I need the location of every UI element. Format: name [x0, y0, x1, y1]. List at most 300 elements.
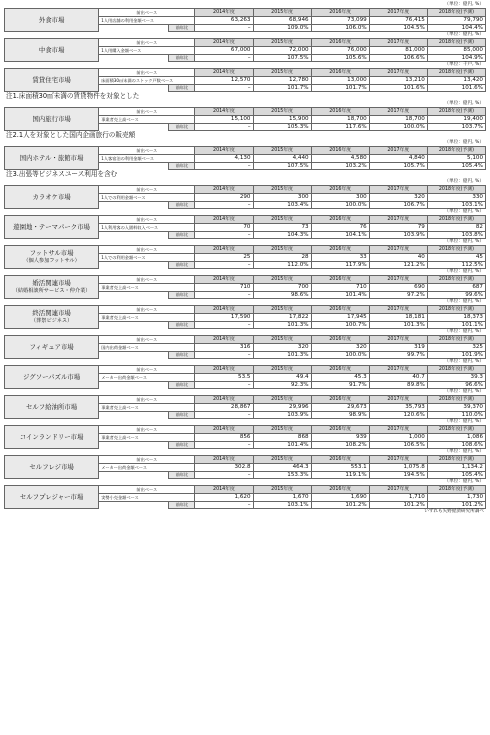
value-cell: 17,590	[195, 314, 253, 322]
basis-header: 前出ベース	[99, 246, 195, 254]
ratio-cell: 101.1%	[427, 322, 485, 329]
year-header: 2015年度	[253, 336, 311, 344]
value-cell: 4,840	[369, 155, 427, 163]
value-cell: 1,075.8	[369, 464, 427, 472]
year-header: 2014年度	[195, 69, 253, 77]
market-name	[5, 216, 99, 239]
market-name-text: フィギュア市場	[29, 343, 74, 351]
unit-label: （単位：億円, %）	[444, 419, 484, 424]
basis-header: 前出ベース	[99, 186, 195, 194]
value-cell: 856	[195, 434, 253, 442]
ratio-cell: 99.6%	[427, 292, 485, 299]
header-row	[5, 366, 486, 374]
market-name	[5, 246, 99, 269]
market-subname: （個人参加フットサル）	[23, 258, 80, 264]
ratio-label: 前年比	[169, 382, 195, 389]
year-header: 2017年度	[369, 456, 427, 464]
value-cell: 710	[311, 284, 369, 292]
header-row	[5, 396, 486, 404]
year-header: 2016年度	[311, 39, 369, 47]
year-header: 2017年度	[369, 216, 427, 224]
header-row	[5, 276, 486, 284]
market-table	[4, 335, 486, 359]
value-cell: 39.3	[427, 374, 485, 382]
market-table	[4, 38, 486, 62]
value-cell: 4,580	[311, 155, 369, 163]
basis-header: 前出ベース	[99, 276, 195, 284]
ratio-cell: 109.0%	[253, 25, 311, 32]
unit-label: （単位：億円, %）	[444, 449, 484, 454]
year-header: 2015年度	[253, 69, 311, 77]
unit-label: （単位：億円, %）	[444, 299, 484, 304]
value-cell: 320	[253, 344, 311, 352]
blank-cell	[99, 262, 169, 269]
header-row	[5, 147, 486, 155]
value-cell: 300	[311, 194, 369, 202]
ratio-label: 前年比	[169, 502, 195, 509]
unit-label: （単位：億円, %）	[444, 209, 484, 214]
header-row	[5, 486, 486, 494]
ratio-cell: –	[195, 202, 253, 209]
market-block	[4, 419, 486, 449]
value-cell: 18,373	[427, 314, 485, 322]
year-header: 2014年度	[195, 147, 253, 155]
value-cell: 687	[427, 284, 485, 292]
unit-label: （単位：億円, %）	[444, 329, 484, 334]
ratio-cell: –	[195, 25, 253, 32]
value-cell: 700	[253, 284, 311, 292]
market-name	[5, 108, 99, 131]
market-name	[5, 426, 99, 449]
ratio-cell: 101.3%	[253, 322, 311, 329]
year-header: 2018年度(予測)	[427, 396, 485, 404]
year-header: 2017年度	[369, 147, 427, 155]
ratio-cell: 105.4%	[427, 472, 485, 479]
value-cell: 28,867	[195, 404, 253, 412]
ratio-cell: 103.9%	[253, 412, 311, 419]
value-cell: 939	[311, 434, 369, 442]
blank-cell	[99, 472, 169, 479]
basis-label: 実勢小売金額ベース	[99, 494, 195, 502]
value-cell: 13,420	[427, 77, 485, 85]
basis-header: 前出ベース	[99, 216, 195, 224]
year-header: 2014年度	[195, 366, 253, 374]
year-header: 2017年度	[369, 276, 427, 284]
ratio-cell: 92.3%	[253, 382, 311, 389]
year-header: 2017年度	[369, 246, 427, 254]
market-block	[4, 32, 486, 62]
year-header: 2014年度	[195, 336, 253, 344]
value-cell: 18,700	[311, 116, 369, 124]
value-cell: 73	[253, 224, 311, 232]
year-header: 2017年度	[369, 108, 427, 116]
value-cell: 690	[369, 284, 427, 292]
ratio-cell: –	[195, 382, 253, 389]
year-header: 2015年度	[253, 396, 311, 404]
value-cell: 79	[369, 224, 427, 232]
market-name	[5, 276, 99, 299]
ratio-cell: 107.5%	[253, 55, 311, 62]
ratio-label: 前年比	[169, 352, 195, 359]
ratio-cell: 100.0%	[311, 202, 369, 209]
market-name-text: フットサル市場	[29, 249, 74, 257]
year-header: 2015年度	[253, 306, 311, 314]
ratio-cell: 101.3%	[369, 322, 427, 329]
year-header: 2016年度	[311, 108, 369, 116]
ratio-cell: 103.2%	[311, 163, 369, 170]
year-header: 2018年度(予測)	[427, 486, 485, 494]
market-table	[4, 485, 486, 509]
basis-label: メーカー出荷金額ベース	[99, 374, 195, 382]
ratio-cell: 97.2%	[369, 292, 427, 299]
market-name-text: 中食市場	[38, 46, 65, 54]
value-cell: 85,000	[427, 47, 485, 55]
market-block	[4, 2, 486, 32]
market-name-text: セルフレジ市場	[29, 463, 74, 471]
market-name	[5, 69, 99, 92]
market-table	[4, 8, 486, 32]
market-table	[4, 245, 486, 269]
basis-header: 前出ベース	[99, 69, 195, 77]
ratio-cell: 100.7%	[311, 322, 369, 329]
value-cell: 63,263	[195, 17, 253, 25]
value-cell: 79,790	[427, 17, 485, 25]
market-subname: （葬祭ビジネス）	[30, 318, 73, 324]
ratio-cell: 103.1%	[427, 202, 485, 209]
ratio-cell: 101.7%	[253, 85, 311, 92]
ratio-cell: –	[195, 412, 253, 419]
value-cell: 70	[195, 224, 253, 232]
value-cell: 45	[427, 254, 485, 262]
market-table	[4, 185, 486, 209]
ratio-label: 前年比	[169, 472, 195, 479]
market-table	[4, 455, 486, 479]
year-header: 2018年度(予測)	[427, 108, 485, 116]
market-block	[4, 269, 486, 299]
year-header: 2016年度	[311, 276, 369, 284]
value-cell: 1,134.2	[427, 464, 485, 472]
value-cell: 19,400	[427, 116, 485, 124]
ratio-cell: 98.9%	[311, 412, 369, 419]
value-cell: 25	[195, 254, 253, 262]
ratio-cell: 103.7%	[427, 124, 485, 131]
year-header: 2014年度	[195, 39, 253, 47]
market-name-text: ジグソーパズル市場	[23, 373, 81, 381]
year-header: 2017年度	[369, 9, 427, 17]
market-table	[4, 146, 486, 170]
market-name	[5, 366, 99, 389]
year-header: 2018年度(予測)	[427, 216, 485, 224]
market-block	[4, 140, 486, 170]
ratio-label: 前年比	[169, 124, 195, 131]
ratio-cell: 106.6%	[369, 55, 427, 62]
basis-header: 前出ベース	[99, 486, 195, 494]
value-cell: 1,086	[427, 434, 485, 442]
year-header: 2018年度(予測)	[427, 336, 485, 344]
unit-label: （単位：億円, %）	[444, 239, 484, 244]
ratio-cell: 104.4%	[427, 25, 485, 32]
year-header: 2016年度	[311, 366, 369, 374]
blank-cell	[99, 442, 169, 449]
year-header: 2018年度(予測)	[427, 456, 485, 464]
ratio-label: 前年比	[169, 262, 195, 269]
ratio-label: 前年比	[169, 412, 195, 419]
year-header: 2014年度	[195, 246, 253, 254]
value-cell: 45.3	[311, 374, 369, 382]
market-block	[4, 449, 486, 479]
year-header: 2016年度	[311, 396, 369, 404]
blank-cell	[99, 25, 169, 32]
market-name-text: コインランドリー市場	[19, 433, 84, 441]
ratio-cell: 101.2%	[427, 502, 485, 509]
market-block	[4, 239, 486, 269]
year-header: 2016年度	[311, 426, 369, 434]
market-table	[4, 68, 486, 92]
ratio-cell: 121.2%	[369, 262, 427, 269]
value-cell: 67,000	[195, 47, 253, 55]
value-cell: 330	[427, 194, 485, 202]
header-row	[5, 186, 486, 194]
market-block	[4, 389, 486, 419]
value-cell: 76	[311, 224, 369, 232]
ratio-cell: 99.7%	[369, 352, 427, 359]
basis-header: 前出ベース	[99, 9, 195, 17]
year-header: 2015年度	[253, 9, 311, 17]
value-cell: 5,100	[427, 155, 485, 163]
footnote: 注2.1人を対象とした国内企画旅行の販売額	[6, 131, 136, 139]
value-cell: 17,945	[311, 314, 369, 322]
ratio-label: 前年比	[169, 85, 195, 92]
basis-label: 1人客宿泊の利用金額ベース	[99, 155, 195, 163]
market-block	[4, 62, 486, 92]
value-cell: 1,670	[253, 494, 311, 502]
blank-cell	[99, 85, 169, 92]
ratio-cell: 103.8%	[427, 232, 485, 239]
value-cell: 15,900	[253, 116, 311, 124]
ratio-cell: 101.3%	[253, 352, 311, 359]
basis-header: 前出ベース	[99, 366, 195, 374]
blank-cell	[99, 202, 169, 209]
market-name	[5, 9, 99, 32]
value-cell: 29,673	[311, 404, 369, 412]
ratio-cell: –	[195, 472, 253, 479]
ratio-cell: 106.7%	[369, 202, 427, 209]
unit-label: （単位：億円, %）	[444, 359, 484, 364]
value-cell: 81,000	[369, 47, 427, 55]
year-header: 2014年度	[195, 306, 253, 314]
ratio-cell: 106.5%	[369, 442, 427, 449]
year-header: 2015年度	[253, 108, 311, 116]
value-cell: 553.1	[311, 464, 369, 472]
ratio-cell: 153.3%	[253, 472, 311, 479]
ratio-label: 前年比	[169, 25, 195, 32]
basis-header: 前出ベース	[99, 306, 195, 314]
value-cell: 35,793	[369, 404, 427, 412]
year-header: 2016年度	[311, 486, 369, 494]
market-subname: （結婚相談所サービス・仲介業）	[12, 288, 91, 294]
market-table	[4, 365, 486, 389]
year-header: 2016年度	[311, 216, 369, 224]
unit-label: （単位：億円, %）	[444, 32, 484, 37]
year-header: 2018年度(予測)	[427, 147, 485, 155]
value-cell: 4,440	[253, 155, 311, 163]
header-row	[5, 216, 486, 224]
ratio-label: 前年比	[169, 163, 195, 170]
unit-label: （単位：億円, %）	[444, 479, 484, 484]
basis-header: 前出ベース	[99, 39, 195, 47]
year-header: 2016年度	[311, 306, 369, 314]
value-cell: 76,415	[369, 17, 427, 25]
ratio-cell: –	[195, 322, 253, 329]
year-header: 2015年度	[253, 486, 311, 494]
ratio-cell: 105.3%	[253, 124, 311, 131]
year-header: 2018年度(予測)	[427, 276, 485, 284]
ratio-label: 前年比	[169, 322, 195, 329]
footnote: 注1.床面積30㎡未満の賃貸物件を対象とした	[6, 92, 140, 100]
market-name-text: 外食市場	[38, 16, 65, 24]
value-cell: 1,000	[369, 434, 427, 442]
blank-cell	[99, 163, 169, 170]
ratio-cell: 103.4%	[253, 202, 311, 209]
ratio-cell: 104.5%	[369, 25, 427, 32]
value-cell: 300	[253, 194, 311, 202]
ratio-cell: –	[195, 232, 253, 239]
ratio-cell: 120.6%	[369, 412, 427, 419]
year-header: 2015年度	[253, 216, 311, 224]
year-header: 2015年度	[253, 276, 311, 284]
ratio-cell: 117.9%	[311, 262, 369, 269]
header-row	[5, 426, 486, 434]
ratio-cell: –	[195, 352, 253, 359]
value-cell: 320	[311, 344, 369, 352]
year-header: 2016年度	[311, 246, 369, 254]
year-header: 2017年度	[369, 426, 427, 434]
year-header: 2015年度	[253, 147, 311, 155]
ratio-cell: 110.0%	[427, 412, 485, 419]
ratio-cell: 89.8%	[369, 382, 427, 389]
ratio-cell: 107.5%	[253, 163, 311, 170]
market-name	[5, 456, 99, 479]
value-cell: 40	[369, 254, 427, 262]
basis-header: 前出ベース	[99, 147, 195, 155]
unit-label: （単位：億円, %）	[444, 269, 484, 274]
year-header: 2017年度	[369, 186, 427, 194]
ratio-cell: –	[195, 124, 253, 131]
value-cell: 868	[253, 434, 311, 442]
ratio-cell: –	[195, 502, 253, 509]
ratio-cell: 104.1%	[311, 232, 369, 239]
value-cell: 710	[195, 284, 253, 292]
ratio-cell: 105.7%	[369, 163, 427, 170]
unit-label: （単位：億円, %）	[444, 101, 484, 106]
ratio-cell: 98.6%	[253, 292, 311, 299]
source-footer: いずれも矢野経済研究所調べ	[424, 509, 484, 514]
blank-cell	[99, 55, 169, 62]
basis-label: 1人用購入金額ベース	[99, 47, 195, 55]
blank-cell	[99, 412, 169, 419]
basis-label: 1人利用客の入園料収入ベース	[99, 224, 195, 232]
basis-label: 事業者売上高ベース	[99, 116, 195, 124]
market-block	[4, 299, 486, 329]
ratio-cell: 101.9%	[427, 352, 485, 359]
market-name-text: 婚活関連市場	[32, 279, 71, 287]
header-row	[5, 246, 486, 254]
value-cell: 76,000	[311, 47, 369, 55]
basis-header: 前出ベース	[99, 456, 195, 464]
year-header: 2014年度	[195, 108, 253, 116]
market-block	[4, 101, 486, 131]
market-name	[5, 396, 99, 419]
blank-cell	[99, 352, 169, 359]
unit-label: （単位：億円, %）	[444, 389, 484, 394]
year-header: 2017年度	[369, 366, 427, 374]
year-header: 2018年度(予測)	[427, 9, 485, 17]
value-cell: 39,370	[427, 404, 485, 412]
basis-label: 事業者売上高ベース	[99, 434, 195, 442]
blank-cell	[99, 232, 169, 239]
market-table	[4, 395, 486, 419]
value-cell: 1,730	[427, 494, 485, 502]
market-name-text: 国内ホテル・旅館市場	[19, 154, 84, 162]
value-cell: 320	[369, 194, 427, 202]
basis-label: メーカー出荷金額ベース	[99, 464, 195, 472]
unit-label: （単位：千戸, %）	[444, 62, 484, 67]
market-block	[4, 329, 486, 359]
market-name-text: セルフ給油所市場	[26, 403, 78, 411]
year-header: 2017年度	[369, 486, 427, 494]
year-header: 2014年度	[195, 486, 253, 494]
value-cell: 40.7	[369, 374, 427, 382]
ratio-cell: –	[195, 55, 253, 62]
ratio-cell: 103.9%	[369, 232, 427, 239]
year-header: 2017年度	[369, 69, 427, 77]
basis-header: 前出ベース	[99, 336, 195, 344]
year-header: 2018年度(予測)	[427, 69, 485, 77]
value-cell: 290	[195, 194, 253, 202]
header-row	[5, 336, 486, 344]
ratio-cell: 103.1%	[253, 502, 311, 509]
value-cell: 82	[427, 224, 485, 232]
year-header: 2016年度	[311, 336, 369, 344]
ratio-cell: 101.4%	[253, 442, 311, 449]
value-cell: 29,996	[253, 404, 311, 412]
ratio-cell: 91.7%	[311, 382, 369, 389]
ratio-cell: 112.5%	[427, 262, 485, 269]
year-header: 2014年度	[195, 216, 253, 224]
ratio-cell: 112.0%	[253, 262, 311, 269]
value-cell: 73,099	[311, 17, 369, 25]
basis-label: 国内出荷金額ベース	[99, 344, 195, 352]
year-header: 2016年度	[311, 456, 369, 464]
ratio-label: 前年比	[169, 55, 195, 62]
year-header: 2017年度	[369, 39, 427, 47]
year-header: 2016年度	[311, 147, 369, 155]
year-header: 2015年度	[253, 366, 311, 374]
value-cell: 18,700	[369, 116, 427, 124]
year-header: 2016年度	[311, 186, 369, 194]
market-block	[4, 209, 486, 239]
value-cell: 13,000	[311, 77, 369, 85]
ratio-cell: 100.0%	[311, 352, 369, 359]
ratio-cell: 104.9%	[427, 55, 485, 62]
market-name	[5, 186, 99, 209]
ratio-label: 前年比	[169, 442, 195, 449]
ratio-cell: –	[195, 292, 253, 299]
blank-cell	[99, 124, 169, 131]
ratio-label: 前年比	[169, 202, 195, 209]
header-row	[5, 306, 486, 314]
market-name-text: 終活関連市場	[32, 309, 71, 317]
